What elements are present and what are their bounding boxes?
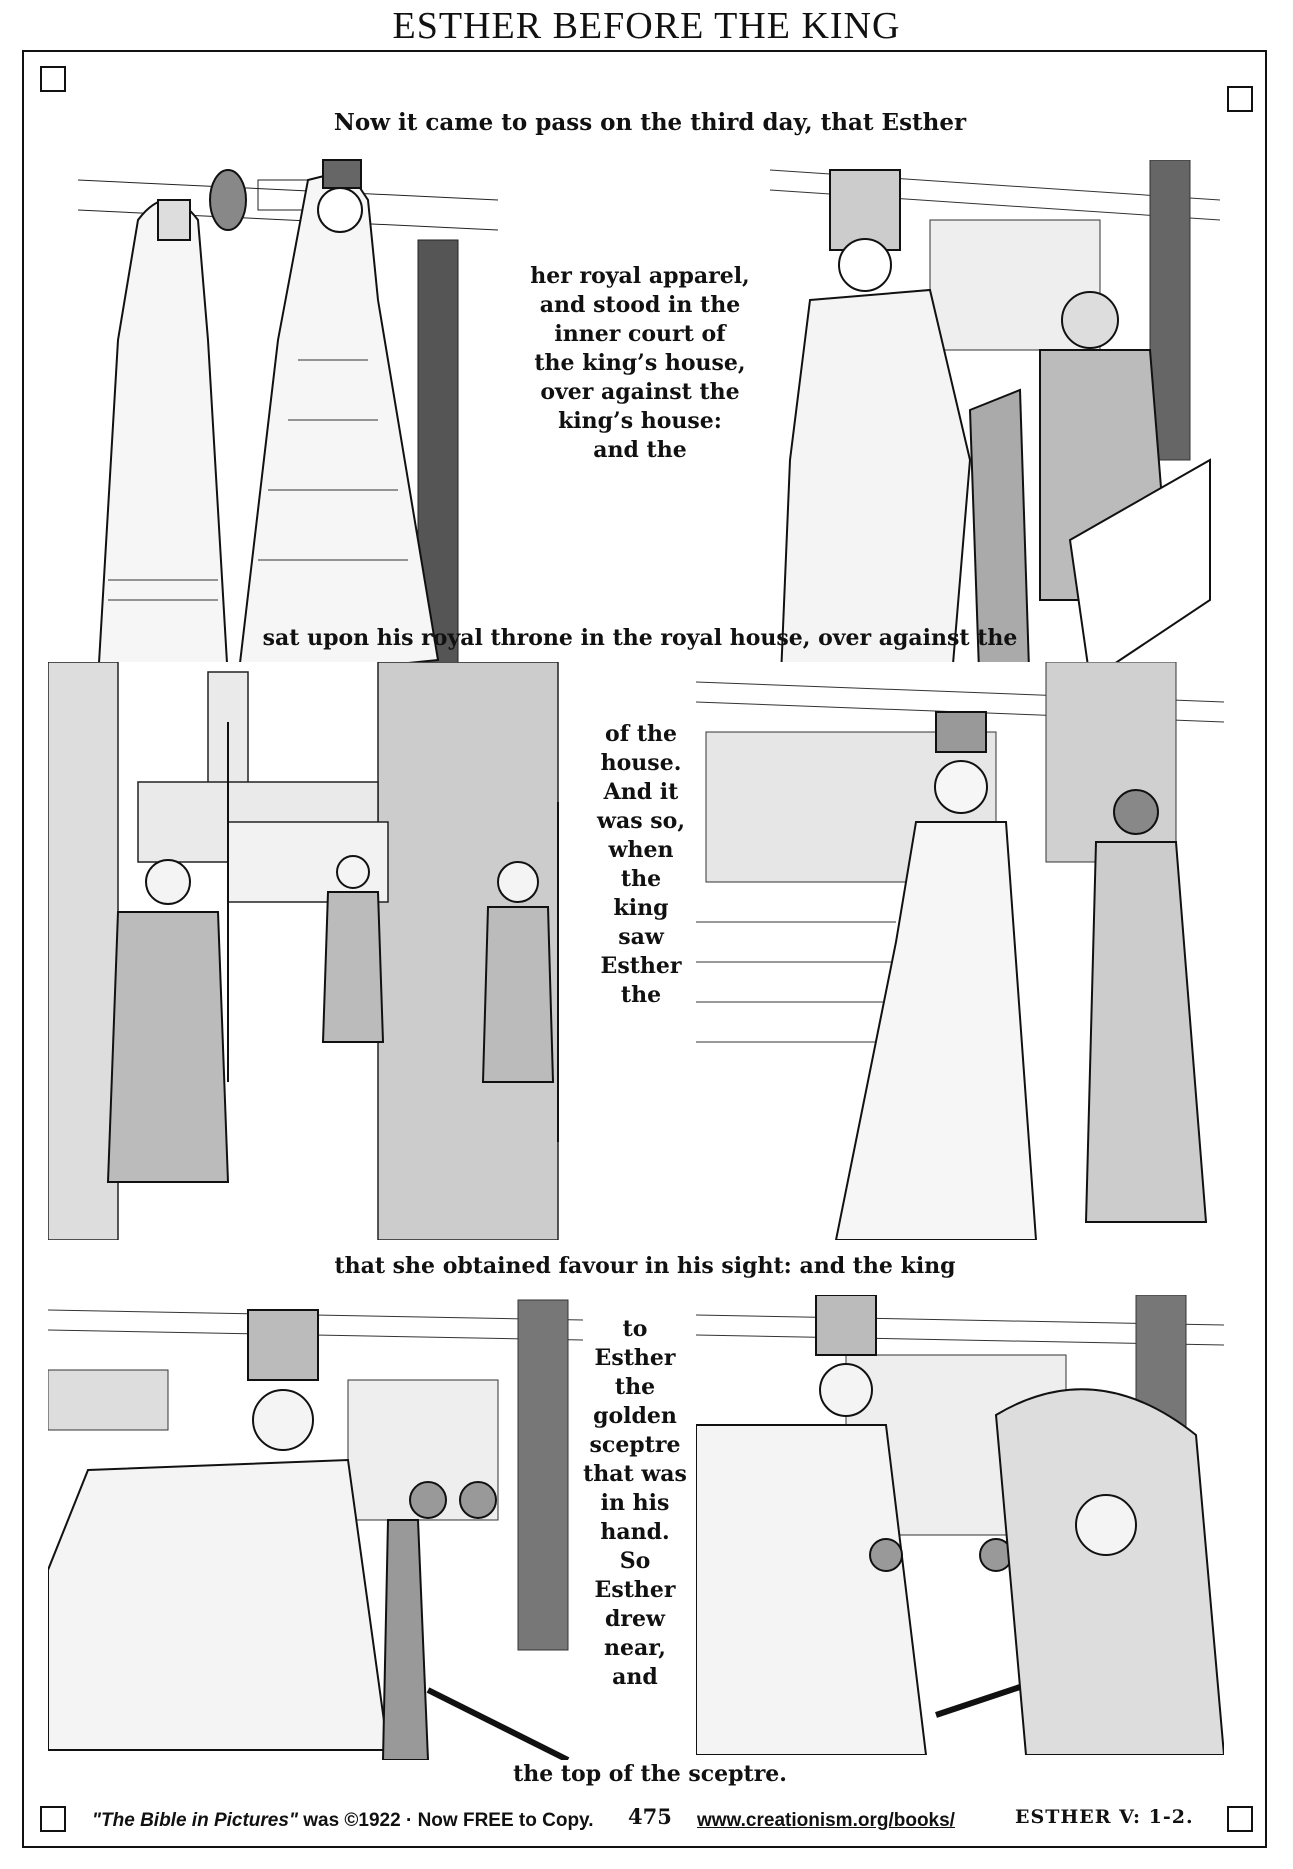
caption-line: in his (600, 1490, 670, 1517)
caption-line: the (614, 1374, 656, 1401)
caption-line: So Esther (594, 1548, 676, 1604)
guards-in-court-illustration (48, 662, 596, 1240)
caption-line: king saw (613, 895, 669, 951)
caption-line: when the (608, 837, 674, 893)
caption-line: house. (600, 750, 682, 777)
frame-corner-bl (40, 1806, 66, 1832)
caption-line: of the (605, 721, 677, 747)
caption-line: and (612, 1664, 658, 1691)
frame-corner-tr (1227, 86, 1253, 112)
caption-line: Esther (600, 953, 682, 980)
caption-bottom: the top of the sceptre. (513, 1761, 787, 1787)
caption-line: And it (603, 779, 679, 806)
page-number: 475 (628, 1804, 672, 1829)
caption-line: drew near, (604, 1606, 666, 1662)
caption-line: over against the (540, 379, 740, 406)
frame-corner-br (1227, 1806, 1253, 1832)
esther-standing-illustration (696, 662, 1224, 1240)
esther-touching-sceptre-illustration (696, 1295, 1224, 1755)
caption-line: and stood in the (539, 292, 741, 319)
caption-line: was so, (597, 808, 685, 835)
website-link[interactable]: www.creationism.org/books/ (697, 1810, 955, 1831)
caption-line: hand. (600, 1519, 670, 1546)
scripture-reference: ESTHER V: 1-2. (1015, 1806, 1194, 1828)
caption-top: Now it came to pass on the third day, that Esther (333, 109, 967, 136)
caption-line: and the (593, 437, 687, 464)
caption-row1-middle (520, 262, 760, 465)
book-title: "The Bible in Pictures" (92, 1810, 298, 1831)
frame-corner-tl (40, 66, 66, 92)
caption-line: king’s house: (558, 408, 722, 435)
page-title: ESTHER BEFORE THE KING (392, 5, 901, 47)
caption-line: the (620, 982, 662, 1009)
caption-line: golden (593, 1403, 677, 1430)
copyright-text: was ©1922 · Now FREE to Copy. (297, 1810, 594, 1831)
footer-credit (92, 1810, 594, 1832)
caption-row3-line: that she obtained favour in his sight: and the king (334, 1253, 956, 1279)
caption-row3-middle (580, 1315, 690, 1692)
caption-line: to Esther (594, 1316, 676, 1372)
caption-row2-line: sat upon his royal throne in the royal house, over against the (262, 625, 1018, 651)
caption-line: that was (583, 1461, 687, 1488)
caption-line: her royal apparel, (530, 263, 750, 289)
caption-line: the king’s house, (534, 350, 746, 377)
caption-row2-middle (596, 720, 686, 1010)
king-extending-sceptre-illustration (48, 1290, 583, 1760)
caption-line: inner court of (554, 321, 726, 348)
caption-line: sceptre (589, 1432, 681, 1459)
